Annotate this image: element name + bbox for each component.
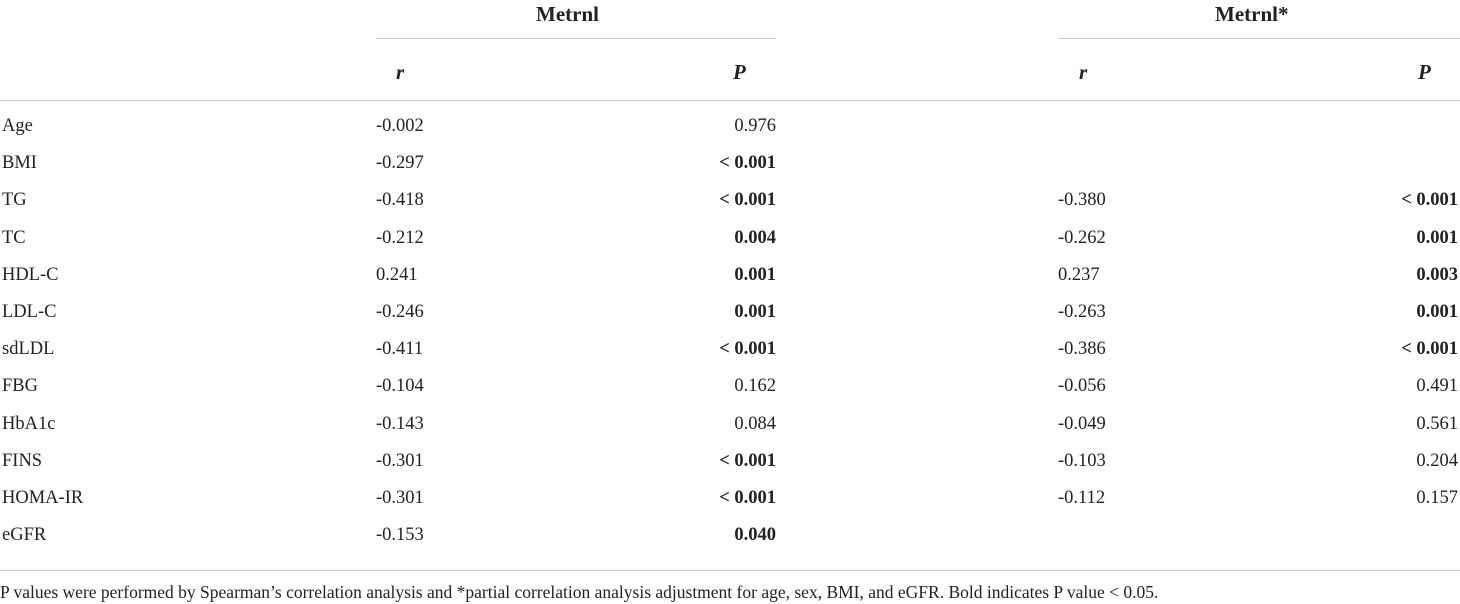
metrnl-partial-r-value: -0.263	[1058, 302, 1106, 322]
header-rule	[0, 100, 1460, 101]
row-label: HOMA-IR	[2, 488, 84, 508]
group-header-metrnl: Metrnl	[536, 2, 599, 26]
group-rule-metrnl-partial	[1058, 38, 1460, 39]
metrnl-r-value: -0.418	[376, 190, 424, 210]
metrnl-p-value: 0.162	[734, 376, 776, 396]
column-header-r-metrnl-partial: r	[1079, 60, 1088, 84]
group-rule-metrnl	[376, 38, 776, 39]
metrnl-r-value: -0.246	[376, 302, 424, 322]
row-label: TG	[2, 190, 27, 210]
metrnl-partial-r-value: -0.262	[1058, 228, 1106, 248]
metrnl-r-value: -0.301	[376, 488, 424, 508]
group-header-metrnl-partial: Metrnl*	[1215, 2, 1289, 26]
footer-rule	[0, 570, 1460, 571]
metrnl-partial-r-value: -0.112	[1058, 488, 1106, 508]
metrnl-r-value: -0.002	[376, 116, 424, 136]
row-label: sdLDL	[2, 339, 55, 359]
row-label: HbA1c	[2, 414, 56, 434]
metrnl-partial-p-value	[1366, 151, 1458, 175]
row-label: LDL-C	[2, 302, 57, 322]
row-label: HDL-C	[2, 265, 59, 285]
metrnl-r-value: -0.411	[376, 339, 424, 359]
metrnl-r-value: -0.212	[376, 228, 424, 248]
row-label: Age	[2, 116, 33, 136]
metrnl-r-value: -0.153	[376, 525, 424, 545]
row-label: eGFR	[2, 525, 47, 545]
metrnl-r-value: -0.301	[376, 451, 424, 471]
metrnl-p-value: 0.001	[734, 265, 776, 285]
column-header-p-metrnl-partial: P	[1418, 60, 1431, 84]
metrnl-partial-r-value: -0.380	[1058, 190, 1106, 210]
metrnl-partial-r-value: -0.103	[1058, 451, 1106, 471]
column-header-r-metrnl: r	[396, 60, 405, 84]
metrnl-partial-p-value: 0.491	[1416, 376, 1458, 396]
metrnl-partial-p-value: < 0.001	[1401, 190, 1458, 210]
metrnl-p-value: 0.001	[734, 302, 776, 322]
metrnl-partial-p-value: 0.001	[1416, 302, 1458, 322]
metrnl-p-value: 0.040	[734, 525, 776, 545]
metrnl-partial-p-value: 0.561	[1416, 414, 1458, 434]
row-label: BMI	[2, 153, 37, 173]
metrnl-partial-p-value: 0.001	[1416, 228, 1458, 248]
metrnl-r-value: -0.143	[376, 414, 424, 434]
metrnl-partial-r-value	[1058, 151, 1128, 175]
metrnl-p-value: 0.976	[734, 116, 776, 136]
metrnl-partial-p-value: 0.204	[1416, 451, 1458, 471]
metrnl-p-value: < 0.001	[719, 339, 776, 359]
metrnl-p-value: < 0.001	[719, 153, 776, 173]
metrnl-partial-p-value: 0.003	[1416, 265, 1458, 285]
metrnl-r-value: -0.104	[376, 376, 424, 396]
metrnl-partial-p-value: < 0.001	[1401, 339, 1458, 359]
metrnl-partial-p-value: 0.157	[1416, 488, 1458, 508]
metrnl-p-value: 0.084	[734, 414, 776, 434]
metrnl-p-value: 0.004	[734, 228, 776, 248]
metrnl-r-value: 0.241	[376, 265, 418, 285]
column-header-p-metrnl: P	[733, 60, 746, 84]
metrnl-partial-r-value: -0.386	[1058, 339, 1106, 359]
metrnl-partial-r-value: -0.056	[1058, 376, 1106, 396]
table-footnote: P values were performed by Spearman’s correlation analysis and *partial correlation analysis adjustment for age, sex, BMI, and eGFR. Bold indicates P value < 0.05.	[0, 582, 1159, 602]
metrnl-partial-r-value: -0.049	[1058, 414, 1106, 434]
row-label: FINS	[2, 451, 43, 471]
metrnl-p-value: < 0.001	[719, 488, 776, 508]
metrnl-r-value: -0.297	[376, 153, 424, 173]
row-label: TC	[2, 228, 26, 248]
metrnl-partial-r-value	[1058, 523, 1128, 547]
metrnl-partial-r-value: 0.237	[1058, 265, 1100, 285]
metrnl-p-value: < 0.001	[719, 190, 776, 210]
metrnl-p-value: < 0.001	[719, 451, 776, 471]
metrnl-partial-p-value	[1366, 114, 1458, 138]
metrnl-partial-p-value	[1366, 523, 1458, 547]
row-label: FBG	[2, 376, 38, 396]
metrnl-partial-r-value	[1058, 114, 1128, 138]
